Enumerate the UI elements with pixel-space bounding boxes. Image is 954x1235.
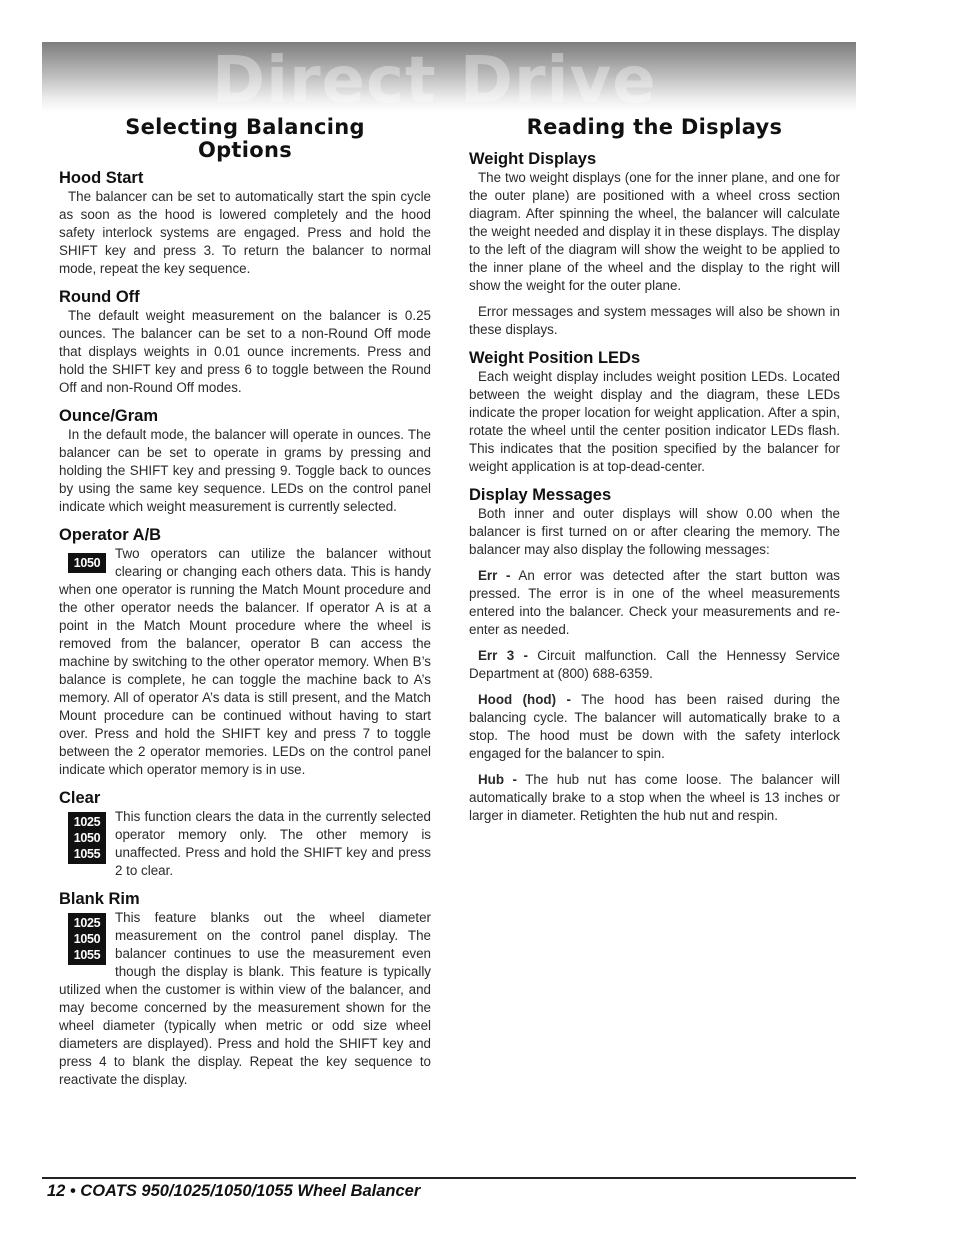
section-title: Weight Displays [469,150,597,168]
model-number: 1050 [73,831,101,845]
section-title: Display Messages [469,486,612,504]
section-round-off [59,287,431,397]
section-body: Two operators can utilize the balancer without clearing or changing each others data. This is handy when one operator is running the Match Mount procedure and the other operator needs the balancer. If operator A is at a point in the Match Mount procedure where the wheel is removed from the balancer, operator B can access the machine by switching to the other operator memory. When B’s balance is complete, he can toggle the machine back to A’s memory. All of operator A’s data is still present, and the Match Mount procedure can be continued without having to start over. Press and hold the SHIFT key and press 7 to toggle between the 2 operator memories. LEDs on the control panel indicate which operator memory is in use. [59,546,431,777]
section-hood-start [59,168,431,278]
model-number: 1055 [73,948,101,962]
section-body: In the default mode, the balancer will operate in ounces. The balancer can be set to operate in grams by pressing and holding the SHIFT key and pressing 9. Toggle back to ounces by using the same key sequence. LEDs on the control panel indicate which weight measurement is currently selected. [59,427,431,514]
message-text: An error was detected after the start button was pressed. The error is in one of the wheel measurements entered into the balancer. Check your measurements and re-enter as needed. [469,568,840,637]
section-operator-ab [59,525,431,779]
model-badge [68,553,106,573]
section-body: The default weight measurement on the balancer is 0.25 ounces. The balancer can be set to a non-Round Off mode that displays weights in 0.01 ounce increments. Press and hold the SHIFT key and press 6 to toggle between the Round Off and non-Round Off modes. [59,308,431,395]
message-hood [469,691,840,763]
message-label: Err - [478,568,511,583]
model-number: 1055 [73,847,101,861]
section-title: Weight Position LEDs [469,349,641,367]
model-badge [68,812,106,864]
section-weight-position-leds [469,348,840,476]
message-hub [469,771,840,825]
section-body: The two weight displays (one for the inner plane, and one for the outer plane) are positioned with a wheel cross section diagram. After spinning the wheel, the balancer will calculate the weight needed and display it in these displays. The display to the left of the diagram will show the weight to be applied to the inner plane of the wheel and the display to the right will show the weight for the outer plane. [469,170,840,293]
section-weight-displays [469,149,840,339]
message-label: Hood (hod) - [478,692,571,707]
message-text: The hub nut has come loose. The balancer will automatically brake to a stop when the wheel is 13 inches or larger in diameter. Retighten the hub nut and respin. [469,772,840,823]
message-text: The hood has been raised during the balancing cycle. The balancer will automatically brake to a stop. The hood must be down with the safety interlock engaged for the balancer to spin. [469,692,840,761]
banner-title: Direct Drive [212,44,657,112]
section-ounce-gram [59,406,431,516]
left-heading: Selecting Balancing Options [125,115,365,162]
model-number: 1050 [73,932,101,946]
message-label: Hub - [478,772,517,787]
message-err3 [469,647,840,683]
section-clear [59,788,431,880]
model-number: 1050 [73,556,101,570]
model-number: 1025 [73,815,101,829]
model-number: 1025 [73,916,101,930]
left-column [59,112,431,1098]
section-title: Ounce/Gram [59,407,159,425]
section-title: Round Off [59,288,140,306]
right-column [469,112,840,834]
model-badge [68,913,106,965]
message-label: Err 3 - [478,648,528,663]
section-body: This function clears the data in the currently selected operator memory only. The other memory is unaffected. Press and hold the SHIFT key and press 2 to clear. [115,809,431,878]
section-body: Each weight display includes weight position LEDs. Located between the weight display and the diagram, these LEDs indicate the proper location for weight application. After a spin, rotate the wheel until the center position indicator LEDs flash. This indicates that the position specified by the balancer for weight application is at top-dead-center. [469,369,840,474]
section-display-messages [469,485,840,825]
section-body: This feature blanks out the wheel diameter measurement on the control panel display. The balancer continues to use the measurement even though the display is blank. This feature is typically utilized when the customer is within view of the balancer, and may become concerned by the measurement shown for the wheel diameter (typically when metric or odd size wheel diameters are displayed). Press and hold the SHIFT key and press 4 to blank the display. Repeat the key sequence to reactivate the display. [59,910,431,1087]
message-text: Circuit malfunction. Call the Hennessy Service Department at (800) 688-6359. [469,648,841,681]
message-err [469,567,840,639]
right-heading: Reading the Displays [526,115,783,139]
footer-rule [42,1177,856,1179]
section-blank-rim [59,889,431,1089]
section-title: Hood Start [59,169,144,187]
section-body: The balancer can be set to automatically start the spin cycle as soon as the hood is lowered completely and the hood safety interlock systems are engaged. Press and hold the SHIFT key and press 3. To return the balancer to normal mode, repeat the key sequence. [59,189,431,276]
section-body: Error messages and system messages will also be shown in these displays. [469,304,840,337]
section-title: Operator A/B [59,526,162,544]
section-title: Blank Rim [59,890,140,908]
header-banner [42,42,856,112]
page-footer: 12 • COATS 950/1025/1050/1055 Wheel Balancer [47,1182,421,1200]
section-body: Both inner and outer displays will show 0.00 when the balancer is first turned on or after clearing the memory. The balancer may also display the following messages: [469,506,840,557]
section-title: Clear [59,789,101,807]
